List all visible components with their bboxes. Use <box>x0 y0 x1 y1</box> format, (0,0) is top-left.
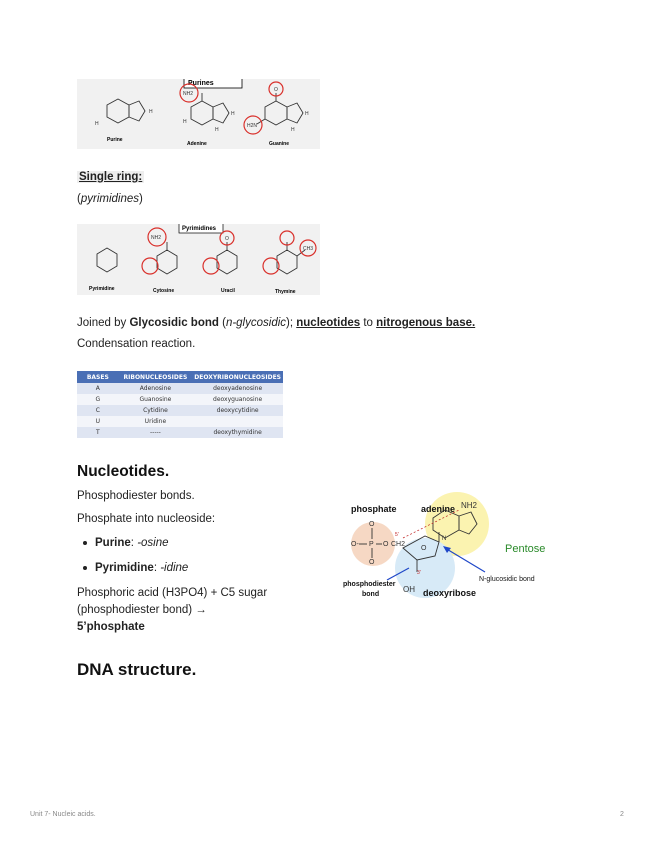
n-glycosidic-term: n-glycosidic <box>225 317 287 329</box>
table-row <box>77 383 283 394</box>
uracil-label: Uracil <box>221 288 235 294</box>
paren-open: ( <box>218 317 226 329</box>
dna-structure-heading: DNA structure. <box>77 660 197 679</box>
thymine-label: Thymine <box>275 289 296 295</box>
nucleoside-table <box>77 371 283 438</box>
glycosidic-bond-term: Glycosidic bond <box>129 317 219 329</box>
table-row <box>77 427 283 438</box>
paren-close: ); <box>286 317 297 329</box>
svg-text:H: H <box>95 121 99 127</box>
svg-text:CH3: CH3 <box>303 246 314 252</box>
phosphoric-acid-line2: (phosphodiester bond) → <box>77 604 207 616</box>
svg-text:H: H <box>149 109 153 115</box>
page-number: 2 <box>620 811 624 818</box>
n-glucosidic-label: N-glucosidic bond <box>479 576 535 583</box>
purine-term: Purine <box>95 537 131 549</box>
table-cell: Uridine <box>119 416 193 427</box>
pyrimidines-diagram <box>77 224 320 295</box>
nucleotides-heading: Nucleotides. <box>77 463 170 480</box>
svg-text:O: O <box>274 87 278 93</box>
svg-text:O: O <box>225 236 229 242</box>
oh-label: OH <box>403 585 415 594</box>
table-cell: deoxyguanosine <box>192 394 283 405</box>
adenine-label: Adenine <box>187 141 207 147</box>
pyrimidines-figure <box>77 224 320 295</box>
separator: : <box>153 562 161 574</box>
pentose-label: Pentose <box>505 543 546 555</box>
table-row <box>77 416 283 427</box>
nucleoside-table-wrap <box>77 371 283 438</box>
table-cell: C <box>77 405 119 416</box>
svg-text:NH2: NH2 <box>151 235 162 241</box>
bullet-dot <box>83 566 87 570</box>
phosphate-label: phosphate <box>351 504 397 514</box>
svg-text:N: N <box>442 536 447 542</box>
column-header: BASES <box>77 371 119 383</box>
svg-text:H: H <box>231 111 235 117</box>
phosphate-into-text: Phosphate into nucleoside: <box>77 513 216 525</box>
five-prime-phosphate: 5’phosphate <box>77 621 145 633</box>
nitrogenous-base-term: nitrogenous base. <box>376 317 476 329</box>
pyrimidine-term: Pyrimidine <box>95 562 154 574</box>
svg-text:5': 5' <box>395 532 399 538</box>
nucleotide-figure <box>335 488 551 606</box>
pyrimidine-suffix: -idine <box>160 562 189 574</box>
column-header: RIBONUCLEOSIDES <box>119 371 193 383</box>
table-row <box>77 394 283 405</box>
table-cell: A <box>77 383 119 394</box>
nucleotide-diagram <box>335 488 551 606</box>
bullet-dot <box>83 541 87 545</box>
svg-text:H: H <box>183 119 187 125</box>
svg-text:O: O <box>369 559 375 566</box>
phosphodiester-text: Phosphodiester bonds. <box>77 490 195 502</box>
table-cell: deoxyadenosine <box>192 383 283 394</box>
pyrimidine-label: Pyrimidine <box>89 286 115 292</box>
phosphoric-acid-line1: Phosphoric acid (H3PO4) + C5 sugar <box>77 587 268 599</box>
table-cell: Adenosine <box>119 383 193 394</box>
bullet-purine <box>83 536 169 550</box>
phosphodiester-label-1: phosphodiester <box>343 581 396 588</box>
nh2-label: NH2 <box>461 501 478 510</box>
single-ring-label: Single ring: <box>79 171 143 183</box>
purines-diagram <box>77 79 320 149</box>
column-header: DEOXYRIBONUCLEOSIDES <box>192 371 283 383</box>
svg-text:NH2: NH2 <box>183 91 194 97</box>
svg-text:3': 3' <box>417 570 421 576</box>
footer-title: Unit 7- Nucleic acids. <box>30 811 96 818</box>
purine-label: Purine <box>107 137 123 143</box>
cytosine-o-circle <box>142 258 158 274</box>
table-cell <box>192 416 283 427</box>
svg-text:H: H <box>291 127 295 133</box>
svg-text:O: O <box>383 541 389 548</box>
bullet-pyrimidine <box>83 561 188 575</box>
table-cell: G <box>77 394 119 405</box>
glycosidic-paragraph <box>77 316 475 330</box>
pyrimidines-header: Pyrimidines <box>182 226 217 232</box>
nucleotides-term: nucleotides <box>296 317 361 329</box>
svg-text:O: O <box>421 545 427 552</box>
glycosidic-prefix: Joined by <box>77 317 130 329</box>
purines-header: Purines <box>188 80 214 87</box>
svg-text:O-: O- <box>351 541 359 548</box>
separator: : <box>130 537 138 549</box>
svg-text:H: H <box>305 111 309 117</box>
purine-suffix: -osine <box>137 537 169 549</box>
table-cell: Guanosine <box>119 394 193 405</box>
pyrimidines-subheading: (pyrimidines) <box>77 193 143 205</box>
table-cell: ----- <box>119 427 193 438</box>
table-row <box>77 405 283 416</box>
table-cell: deoxycytidine <box>192 405 283 416</box>
deoxyribose-label: deoxyribose <box>423 588 477 598</box>
to-word: to <box>360 317 377 329</box>
condensation-text: Condensation reaction. <box>77 338 196 350</box>
cytosine-label: Cytosine <box>153 288 175 294</box>
svg-text:O: O <box>369 521 375 528</box>
guanine-label: Guanine <box>269 141 290 147</box>
table-header-row <box>77 371 283 383</box>
svg-text:H2N: H2N <box>247 123 258 129</box>
single-ring-heading <box>77 170 144 184</box>
table-cell: deoxythymidine <box>192 427 283 438</box>
adenine-label: adenine <box>421 504 456 514</box>
svg-text:P: P <box>369 541 374 548</box>
table-cell: Cytidine <box>119 405 193 416</box>
table-cell: U <box>77 416 119 427</box>
purines-figure <box>77 79 320 149</box>
svg-text:CH2: CH2 <box>391 541 406 548</box>
table-cell: T <box>77 427 119 438</box>
svg-text:H: H <box>215 127 219 133</box>
pyrimidines-italic: pyrimidines <box>80 193 140 205</box>
phosphodiester-label-2: bond <box>362 591 380 598</box>
